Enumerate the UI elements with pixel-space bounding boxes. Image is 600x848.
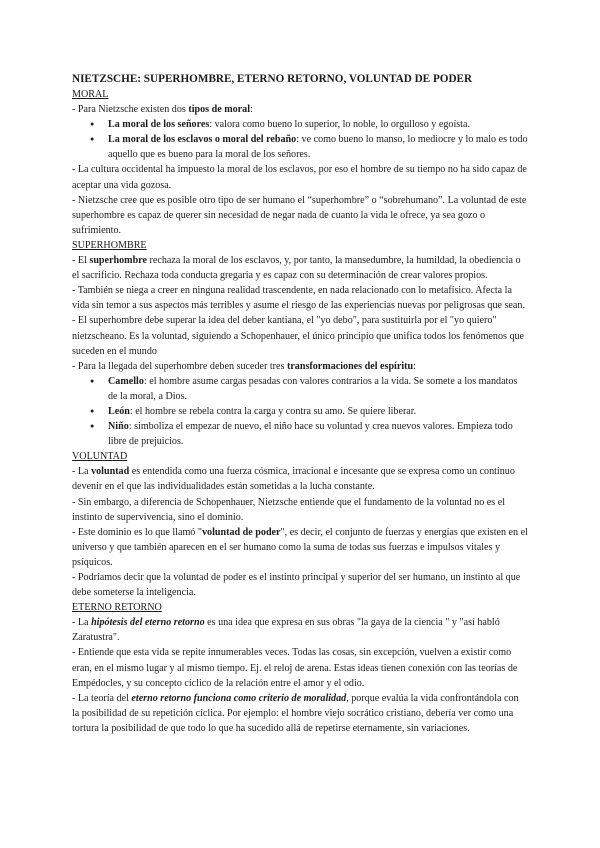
voluntad-paragraph-4: - Podríamos decir que la voluntad de poder es el instinto principal y superior del ser humano, un instinto al que debe someterse la inteligencia. <box>72 572 521 599</box>
document-page <box>72 71 528 736</box>
eterno-paragraph-2: - Entiende que esta vida se repite innumerables veces. Todas las cosas, sin excepción, vuelven a existir como eran, en el mismo lugar y al mismo tiempo. Ej. el reloj de arena. Estas ideas tienen conexión con las teorías de Empédocles, y su concepto cíclico de la relación entre el amor y el odio. <box>72 647 518 689</box>
list-item-leon: ● León: el hombre se rebela contra la carga y contra su amo. Se quiere liberar. <box>108 404 528 419</box>
list-item-moral-senores: ● La moral de los señores: valora como bueno lo superior, lo noble, lo orgulloso y egoísta. <box>108 117 528 132</box>
voluntad-paragraph-3: - Este dominio es lo que llamó "voluntad de poder", es decir, el conjunto de fuerzas y energías que existen en el universo y que también aparecen en el ser humano como la suma de todas sus fuerzas e impulsos vitales y psíquicos. <box>72 526 528 568</box>
list-item-nino: ● Niño: simboliza el empezar de nuevo, el niño hace su voluntad y crea nuevos valores. Empieza todo libre de prejuicios. <box>108 419 528 449</box>
moral-paragraph-2: - La cultura occidental ha impuesto la moral de los esclavos, por eso el hombre de su tiempo no ha sido capaz de aceptar una vida gozosa. <box>72 164 527 191</box>
superhombre-paragraph-2: - También se niega a creer en ninguna realidad trascendente, en nada relacionado con lo metafísico. Afecta la vida sin temor a sus aspectos más terribles y asume el riesgo de las experiencias nuevas por peligrosas que sean. <box>72 285 525 312</box>
section-heading-voluntad: VOLUNTAD <box>72 451 128 463</box>
voluntad-paragraph-2: - Sin embargo, a diferencia de Schopenhauer, Nietzsche entiende que el fundamento de la voluntad no es el instinto de supervivencia, sino el dominio. <box>72 496 506 523</box>
voluntad-paragraph-1: - La voluntad es entendida como una fuerza cósmica, irracional e incesante que se expresa como un continuo devenir en el que las individualidades están sometidas a la lucha constante. <box>72 466 515 493</box>
document-title: NIETZSCHE: SUPERHOMBRE, ETERNO RETORNO, VOLUNTAD DE PODER <box>72 73 473 85</box>
superhombre-paragraph-3: - El superhombre debe superar la idea del deber kantiana, el "yo debo", para sustituirla por el "yo quiero" nietzscheano. Es la voluntad, siguiendo a Schopenhauer, el único principio que unifica todos los fenómenos que suceden en el mundo <box>72 315 525 357</box>
superhombre-paragraph-4: - Para la llegada del superhombre deben suceder tres transformaciones del espíritu: <box>72 360 416 372</box>
section-heading-eterno-retorno: ETERNO RETORNO <box>72 602 162 614</box>
moral-types-list <box>72 117 528 162</box>
eterno-paragraph-3: - La teoría del eterno retorno funciona como criterio de moralidad, porque evalúa la vida confrontándola con la posibilidad de su repetición cíclica. Por ejemplo: el hombre viejo socrático cristiano, debería ver como una tortura la posibilidad de que todo lo que ha sucedido allá de repetirse eternamente, sin variaciones. <box>72 692 519 734</box>
eterno-paragraph-1: - La hipótesis del eterno retorno es una idea que expresa en sus obras "la gaya de la ciencia " y "así habló Zaratustra". <box>72 617 500 644</box>
superhombre-paragraph-1: - El superhombre rechaza la moral de los esclavos, y, por tanto, la mansedumbre, la humildad, la obediencia o el sacrificio. Rechaza toda conducta gregaria y es capaz con su determinación de crear valores propios. <box>72 255 521 282</box>
section-heading-moral: MORAL <box>72 89 109 100</box>
list-item-moral-esclavos: ● La moral de los esclavos o moral del rebaño: ve como bueno lo manso, lo mediocre y lo malo es todo aquello que es bueno para la moral de los señores. <box>108 132 528 162</box>
moral-paragraph-3: - Nietzsche cree que es posible otro tipo de ser humano el “superhombre” o “sobrehumano”. La voluntad de este superhombre es capaz de querer sin necesidad de negar nada de cuanto la vida le ofrece, ya sea gozo o sufrimiento. <box>72 194 527 236</box>
transformations-list <box>72 374 528 449</box>
section-heading-superhombre: SUPERHOMBRE <box>72 239 147 251</box>
moral-paragraph-1: - Para Nietzsche existen dos tipos de moral: <box>72 104 253 116</box>
list-item-camello: ● Camello: el hombre asume cargas pesadas con valores contrarios a la vida. Se somete a los mandatos de la moral, a Dios. <box>108 374 528 404</box>
